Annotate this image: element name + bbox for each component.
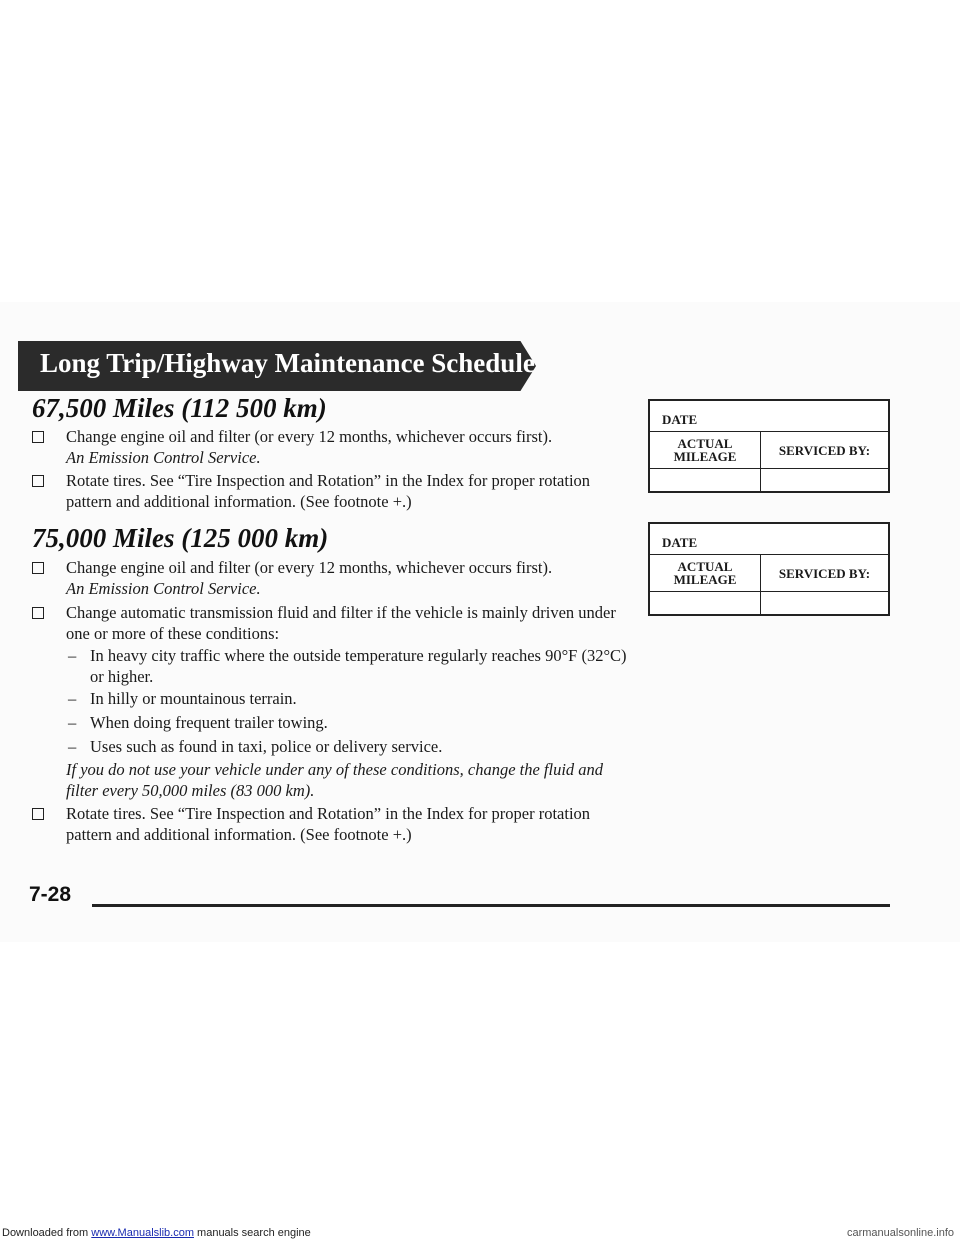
date-field[interactable]: DATE — [650, 524, 888, 555]
service-record-box — [648, 399, 890, 493]
dash-bullet: – — [68, 713, 77, 732]
date-field[interactable]: DATE — [650, 401, 888, 432]
condition-item: – When doing frequent trailer towing. — [68, 713, 328, 732]
section-title-67500: 67,500 Miles (112 500 km) — [32, 393, 327, 423]
download-footer — [0, 1226, 960, 1242]
condition-item: – In hilly or mountainous terrain. — [68, 689, 297, 708]
fluid-change-note: If you do not use your vehicle under any of these conditions, change the fluid and filter every 50,000 miles (83 000 km). — [66, 760, 604, 800]
footer-prefix: Downloaded from — [2, 1227, 92, 1239]
condition-item: – Uses such as found in taxi, police or delivery service. — [68, 737, 443, 756]
checkbox-icon[interactable] — [32, 475, 44, 487]
section-title-75000: 75,000 Miles (125 000 km) — [32, 523, 329, 553]
manualslib-link[interactable]: www.Manualslib.com — [91, 1227, 194, 1239]
emission-note: An Emission Control Service. — [66, 579, 261, 598]
mileage-field[interactable] — [650, 592, 761, 614]
checklist-item: Change automatic transmission fluid and filter if the vehicle is mainly driven under one or more of these conditions: — [32, 602, 632, 644]
page-number: 7-28 — [29, 883, 72, 906]
serviced-by-label: SERVICED BY: — [778, 565, 871, 581]
service-record-box — [648, 522, 890, 616]
condition-item: – In heavy city traffic where the outside temperature regularly reaches 90°F (32°C) or higher. — [68, 646, 627, 686]
serviced-by-field[interactable] — [761, 469, 888, 491]
dash-bullet: – — [68, 689, 77, 708]
actual-mileage-label: ACTUAL MILEAGE — [650, 432, 761, 468]
footer-rule — [92, 904, 890, 907]
mileage-field[interactable] — [650, 469, 761, 491]
checklist-item: Change engine oil and filter (or every 12 months, whichever occurs first). — [32, 426, 632, 447]
checkbox-icon[interactable] — [32, 607, 44, 619]
watermark: carmanualsonline.info — [846, 1227, 954, 1239]
footer-suffix: manuals search engine — [193, 1227, 311, 1239]
checkbox-icon[interactable] — [32, 808, 44, 820]
serviced-by-field[interactable] — [761, 592, 888, 614]
checkbox-icon[interactable] — [32, 431, 44, 443]
actual-mileage-label: ACTUAL MILEAGE — [650, 555, 761, 591]
dash-bullet: – — [68, 646, 77, 665]
checkbox-icon[interactable] — [32, 562, 44, 574]
emission-note: An Emission Control Service. — [66, 448, 261, 467]
checklist-item: Change engine oil and filter (or every 12 months, whichever occurs first). — [32, 557, 632, 578]
serviced-by-label: SERVICED BY: — [778, 442, 871, 458]
dash-bullet: – — [68, 737, 77, 756]
checklist-item: Rotate tires. See “Tire Inspection and Rotation” in the Index for proper rotation pattern and additional information. (See footnote +.) — [32, 470, 632, 512]
page-title: Long Trip/Highway Maintenance Schedule — [40, 348, 535, 378]
checklist-item: Rotate tires. See “Tire Inspection and Rotation” in the Index for proper rotation pattern and additional information. (See footnote +.) — [32, 803, 632, 845]
